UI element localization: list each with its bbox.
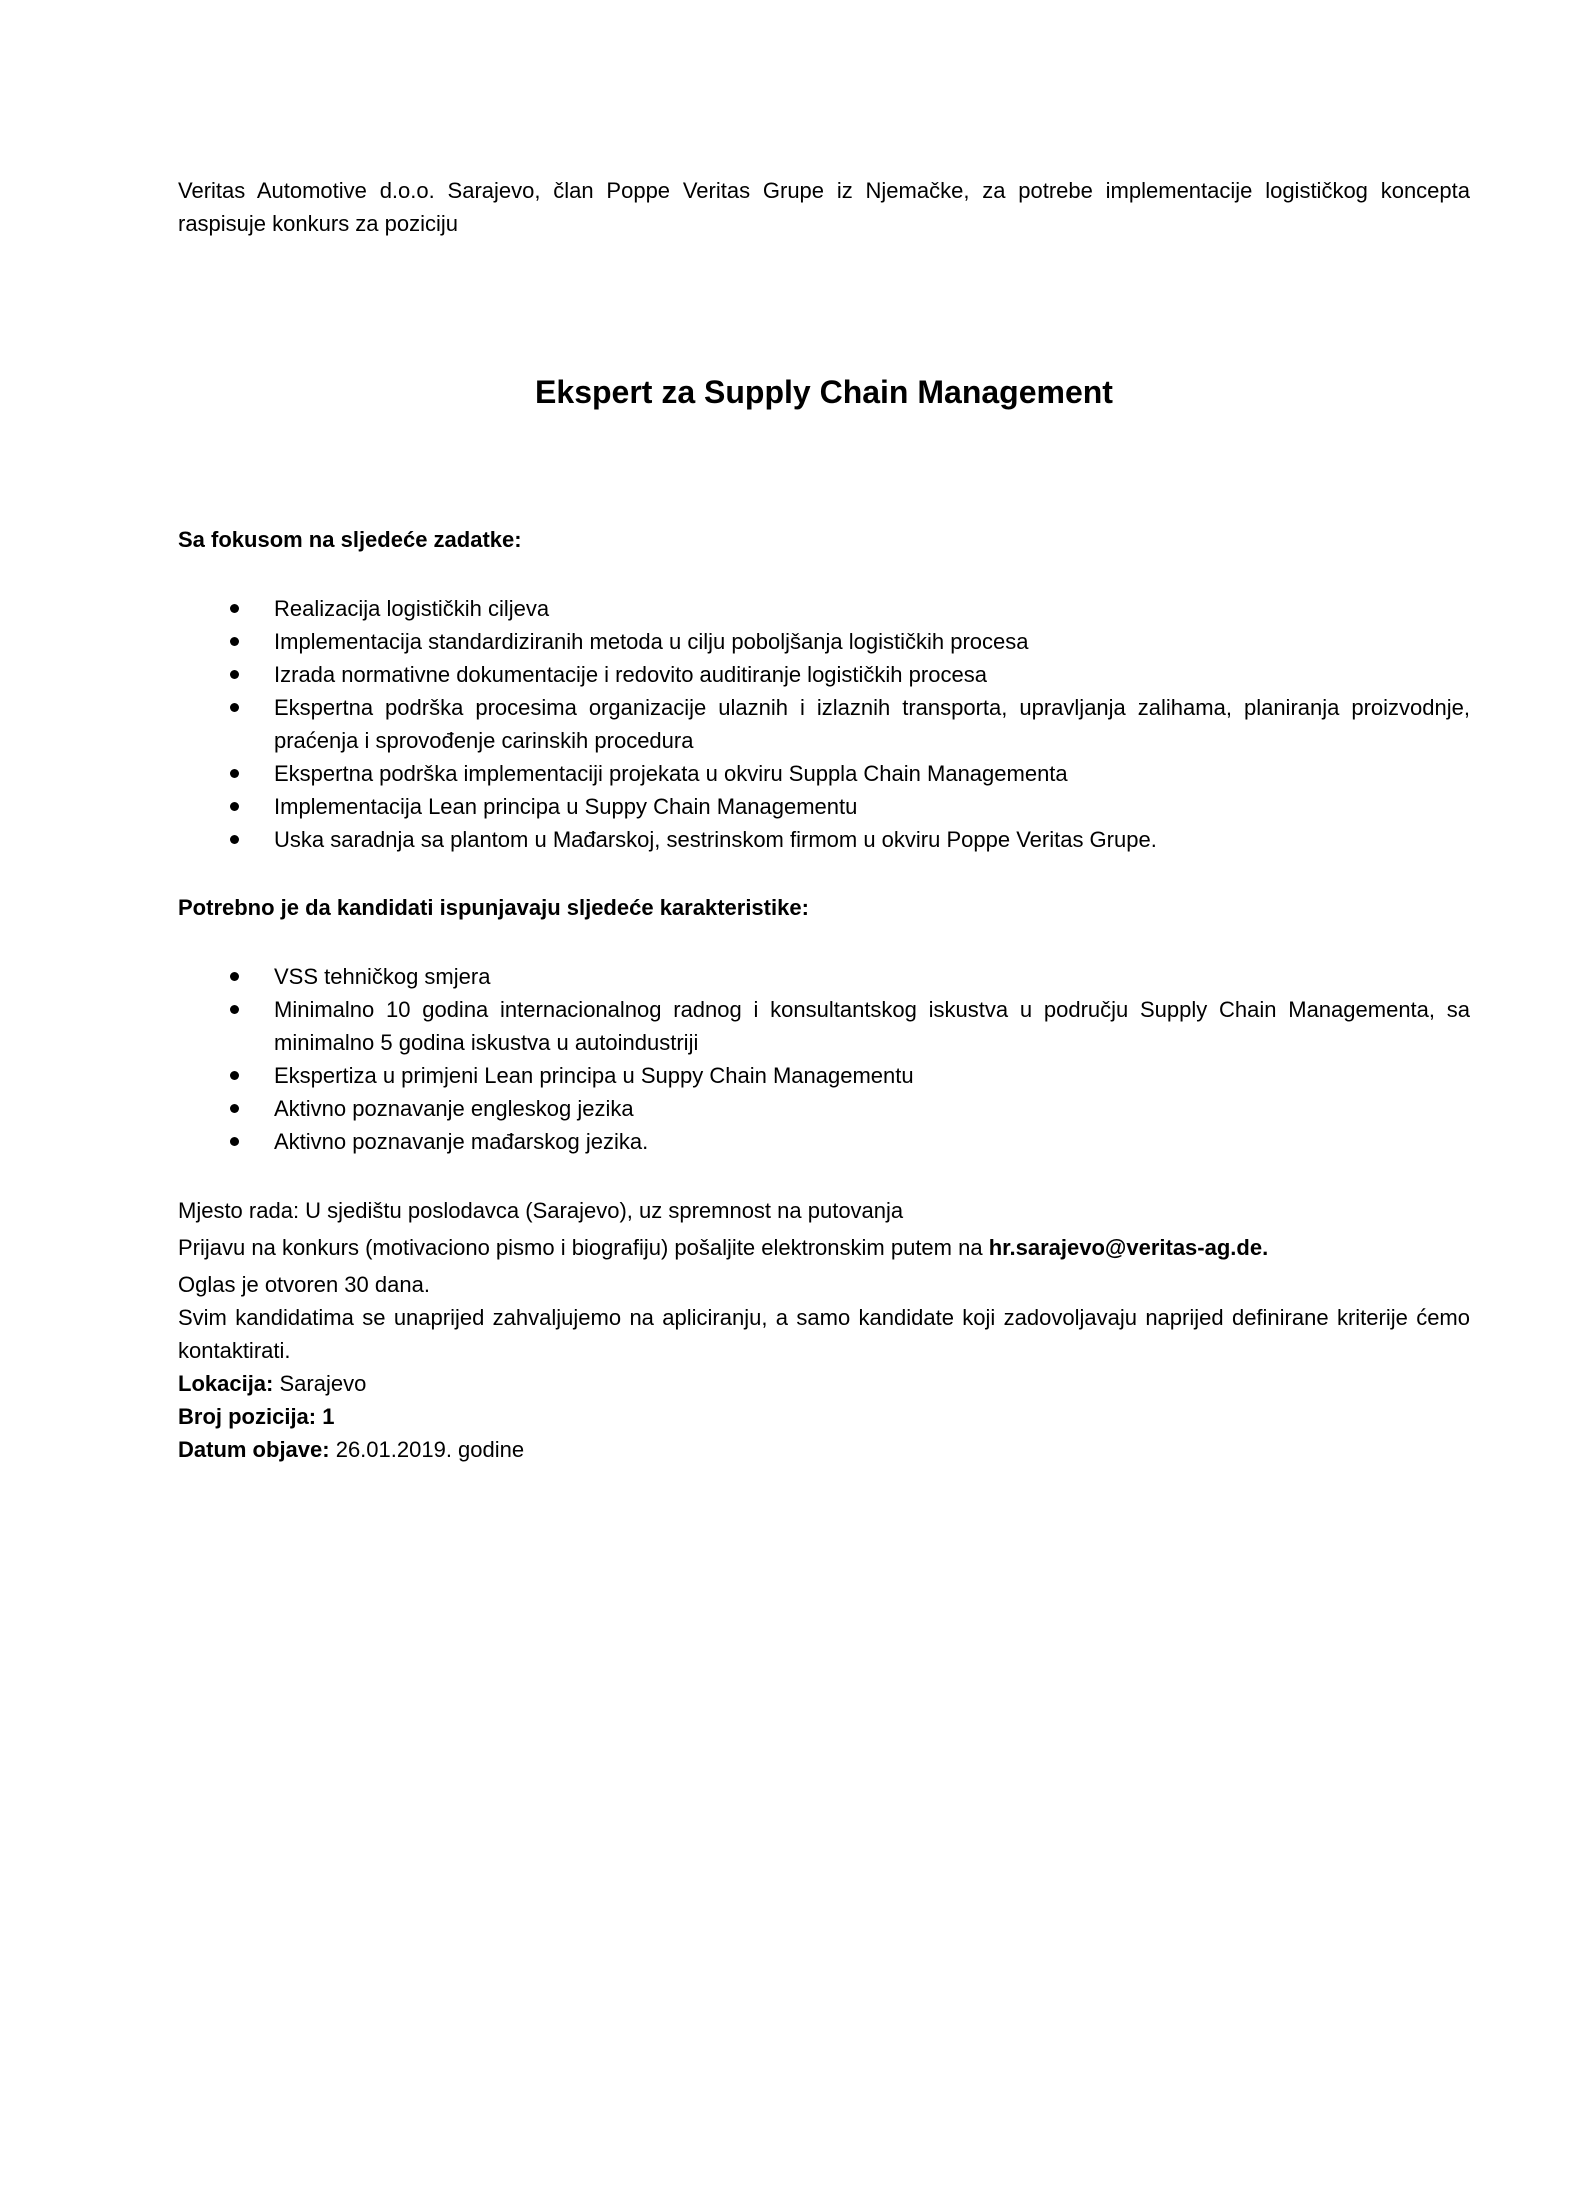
thanks-paragraph: Svim kandidatima se unaprijed zahvaljujemo na apliciranju, a samo kandidate koji zadovoljavaju naprijed definirane kriterije ćemo kontaktirati. <box>178 1305 1470 1363</box>
location-label: Lokacija: <box>178 1371 274 1396</box>
list-item: VSS tehničkog smjera <box>178 960 1470 993</box>
location-value: Sarajevo <box>273 1371 367 1396</box>
positions-count: Broj pozicija: 1 <box>178 1404 335 1429</box>
publish-date-value: 26.01.2019. godine <box>329 1437 525 1462</box>
list-item: Implementacija Lean principa u Suppy Chain Managementu <box>178 790 1470 823</box>
requirements-heading: Potrebno je da kandidati ispunjavaju sljedeće karakteristike: <box>178 895 809 920</box>
list-item: Ekspertna podrška procesima organizacije ulaznih i izlaznih transporta, upravljanja zalihama, planiranja proizvodnje, praćenja i sprovođenje carinskih procedura <box>178 691 1470 757</box>
apply-paragraph <box>178 1231 1470 1264</box>
location-line <box>178 1367 1470 1400</box>
job-posting-document <box>178 174 1470 1466</box>
tasks-heading: Sa fokusom na sljedeće zadatke: <box>178 527 522 552</box>
requirements-list <box>178 960 1470 1158</box>
publish-date-label: Datum objave: <box>178 1437 330 1462</box>
apply-email-link[interactable]: hr.sarajevo@veritas-ag.de. <box>988 1235 1269 1260</box>
list-item: Izrada normativne dokumentacije i redovito auditiranje logističkih procesa <box>178 658 1470 691</box>
work-place-text: Mjesto rada: U sjedištu poslodavca (Sarajevo), uz spremnost na putovanja <box>178 1198 904 1223</box>
list-item: Ekspertna podrška implementaciji projekata u okviru Suppla Chain Managementa <box>178 757 1470 790</box>
list-item: Uska saradnja sa plantom u Mađarskoj, sestrinskom firmom u okviru Poppe Veritas Grupe. <box>178 823 1470 856</box>
apply-text: Prijavu na konkurs (motivaciono pismo i biografiju) pošaljite elektronskim putem na <box>178 1235 989 1260</box>
list-item: Minimalno 10 godina internacionalnog radnog i konsultantskog iskustva u području Supply Chain Managementa, sa minimalno 5 godina iskustva u autoindustriji <box>178 993 1470 1059</box>
publish-date-line <box>178 1433 1470 1466</box>
open-period-text: Oglas je otvoren 30 dana. <box>178 1272 430 1297</box>
list-item: Aktivno poznavanje mađarskog jezika. <box>178 1125 1470 1158</box>
list-item: Implementacija standardiziranih metoda u cilju poboljšanja logističkih procesa <box>178 625 1470 658</box>
intro-paragraph: Veritas Automotive d.o.o. Sarajevo, član Poppe Veritas Grupe iz Njemačke, za potrebe implementacije logističkog koncepta raspisuje konkurs za poziciju <box>178 178 1470 236</box>
tasks-list <box>178 592 1470 856</box>
list-item: Realizacija logističkih ciljeva <box>178 592 1470 625</box>
list-item: Aktivno poznavanje engleskog jezika <box>178 1092 1470 1125</box>
list-item: Ekspertiza u primjeni Lean principa u Suppy Chain Managementu <box>178 1059 1470 1092</box>
page-title: Ekspert za Supply Chain Management <box>535 374 1113 410</box>
